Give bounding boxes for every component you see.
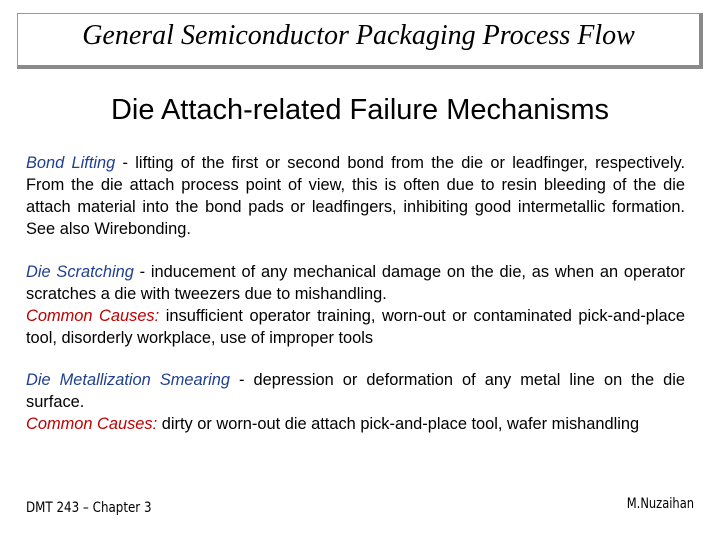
section-die-scratching (26, 261, 685, 349)
causes-label-die-scratching: Common Causes: (26, 307, 160, 325)
footer-author: M.Nuzaihan (626, 496, 694, 512)
definition-bond-lifting: - lifting of the first or second bond from the die or leadfinger, respectively. From the die attach process point of view, this is often due to resin bleeding of the die attach material into the bond pads or leadfingers, inhibiting good intermetallic formation. See also Wirebonding. (26, 154, 685, 238)
slide-subtitle: Die Attach-related Failure Mechanisms (110, 94, 610, 126)
definition-die-scratching: - inducement of any mechanical damage on the die, as when an operator scratches a die with tweezers due to mishandling. (26, 263, 685, 303)
title-box (17, 13, 703, 69)
section-die-metallization-smearing (26, 369, 685, 435)
causes-die-scratching: insufficient operator training, worn-out or contaminated pick-and-place tool, disorderly workplace, use of improper tools (26, 307, 685, 347)
section-bond-lifting (26, 152, 685, 240)
term-die-scratching: Die Scratching (26, 263, 134, 281)
definition-die-metallization-smearing: - depression or deformation of any metal line on the die surface. (26, 371, 685, 411)
term-die-metallization-smearing: Die Metallization Smearing (26, 371, 230, 389)
causes-die-metallization-smearing: dirty or worn-out die attach pick-and-place tool, wafer mishandling (157, 415, 640, 433)
causes-label-die-metallization-smearing: Common Causes: (26, 415, 158, 433)
term-bond-lifting: Bond Lifting (26, 154, 116, 172)
slide-title: General Semiconductor Packaging Process Flow (82, 20, 635, 51)
footer-course: DMT 243 – Chapter 3 (26, 500, 152, 516)
